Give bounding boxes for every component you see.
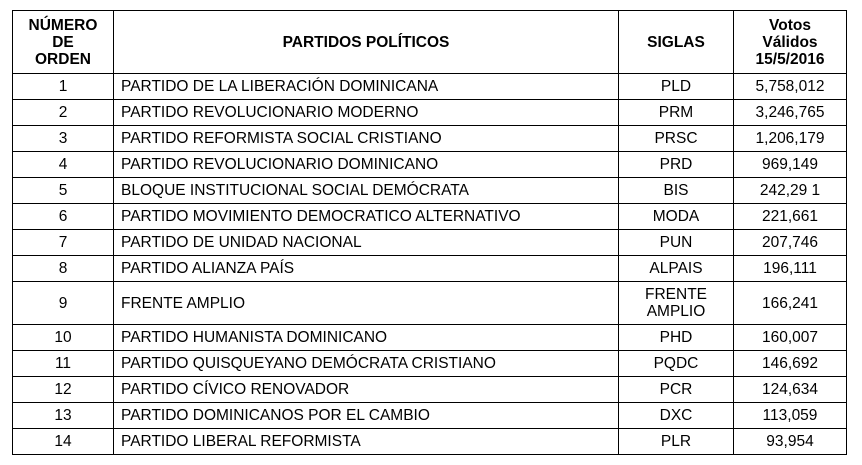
table-row bbox=[13, 152, 847, 178]
table-row bbox=[13, 282, 847, 325]
order-number-cell: 6 bbox=[13, 204, 114, 230]
party-name-cell: PARTIDO REVOLUCIONARIO MODERNO bbox=[114, 100, 619, 126]
order-number-cell: 5 bbox=[13, 178, 114, 204]
votes-cell: 221,661 bbox=[734, 204, 847, 230]
votes-cell: 969,149 bbox=[734, 152, 847, 178]
header-number-line: ORDEN bbox=[35, 50, 91, 68]
acronym-line: ALPAIS bbox=[649, 260, 703, 277]
header-acronym: SIGLAS bbox=[619, 11, 734, 74]
acronym-line: PQDC bbox=[653, 355, 699, 372]
votes-cell: 196,111 bbox=[734, 256, 847, 282]
party-name-cell: PARTIDO REVOLUCIONARIO DOMINICANO bbox=[114, 152, 619, 178]
table-row bbox=[13, 377, 847, 403]
votes-cell: 207,746 bbox=[734, 230, 847, 256]
order-number-cell: 10 bbox=[13, 325, 114, 351]
order-number-cell: 12 bbox=[13, 377, 114, 403]
header-number-line: NÚMERO bbox=[28, 16, 98, 34]
table-row bbox=[13, 178, 847, 204]
order-number-cell: 3 bbox=[13, 126, 114, 152]
table-row bbox=[13, 403, 847, 429]
votes-cell: 146,692 bbox=[734, 351, 847, 377]
header-number bbox=[13, 11, 114, 74]
votes-cell: 160,007 bbox=[734, 325, 847, 351]
order-number-cell: 1 bbox=[13, 74, 114, 100]
table-row bbox=[13, 100, 847, 126]
party-name-cell: PARTIDO DOMINICANOS POR EL CAMBIO bbox=[114, 403, 619, 429]
acronym-line: DXC bbox=[659, 407, 693, 424]
party-name-cell: PARTIDO DE LA LIBERACIÓN DOMINICANA bbox=[114, 74, 619, 100]
acronym-line: PUN bbox=[659, 234, 693, 251]
acronym-cell bbox=[619, 351, 734, 377]
acronym-line: PLR bbox=[660, 433, 692, 450]
acronym-cell bbox=[619, 100, 734, 126]
table-row bbox=[13, 74, 847, 100]
party-name-cell: PARTIDO CÍVICO RENOVADOR bbox=[114, 377, 619, 403]
table-body bbox=[13, 74, 847, 455]
party-name-cell: PARTIDO REFORMISTA SOCIAL CRISTIANO bbox=[114, 126, 619, 152]
acronym-cell bbox=[619, 256, 734, 282]
acronym-cell bbox=[619, 429, 734, 455]
party-name-cell: BLOQUE INSTITUCIONAL SOCIAL DEMÓCRATA bbox=[114, 178, 619, 204]
votes-cell: 242,29 1 bbox=[734, 178, 847, 204]
table-row bbox=[13, 126, 847, 152]
acronym-line: PRM bbox=[658, 104, 694, 121]
acronym-line: AMPLIO bbox=[646, 303, 706, 320]
acronym-line: BIS bbox=[663, 182, 689, 199]
table-row bbox=[13, 351, 847, 377]
header-row bbox=[13, 11, 847, 74]
order-number-cell: 13 bbox=[13, 403, 114, 429]
acronym-cell bbox=[619, 204, 734, 230]
acronym-line: PHD bbox=[659, 329, 693, 346]
party-name-cell: PARTIDO MOVIMIENTO DEMOCRATICO ALTERNATIVO bbox=[114, 204, 619, 230]
acronym-cell bbox=[619, 178, 734, 204]
acronym-cell bbox=[619, 403, 734, 429]
party-name-cell: PARTIDO QUISQUEYANO DEMÓCRATA CRISTIANO bbox=[114, 351, 619, 377]
acronym-cell bbox=[619, 230, 734, 256]
header-votes bbox=[734, 11, 847, 74]
order-number-cell: 14 bbox=[13, 429, 114, 455]
votes-cell: 166,241 bbox=[734, 282, 847, 325]
header-number-line: DE bbox=[52, 33, 74, 51]
table-row bbox=[13, 230, 847, 256]
acronym-line: PLD bbox=[660, 78, 692, 95]
acronym-line: PRD bbox=[659, 156, 693, 173]
party-name-cell: PARTIDO LIBERAL REFORMISTA bbox=[114, 429, 619, 455]
acronym-cell bbox=[619, 126, 734, 152]
order-number-cell: 7 bbox=[13, 230, 114, 256]
votes-cell: 113,059 bbox=[734, 403, 847, 429]
acronym-cell bbox=[619, 325, 734, 351]
party-name-cell: PARTIDO ALIANZA PAÍS bbox=[114, 256, 619, 282]
votes-cell: 5,758,012 bbox=[734, 74, 847, 100]
acronym-line: FRENTE bbox=[645, 286, 707, 303]
header-votes-line: Válidos bbox=[762, 33, 818, 51]
acronym-line: MODA bbox=[652, 208, 700, 225]
acronym-line: PCR bbox=[659, 381, 693, 398]
order-number-cell: 2 bbox=[13, 100, 114, 126]
table-header bbox=[13, 11, 847, 74]
acronym-cell bbox=[619, 152, 734, 178]
votes-cell: 93,954 bbox=[734, 429, 847, 455]
votes-cell: 124,634 bbox=[734, 377, 847, 403]
acronym-line: PRSC bbox=[654, 130, 698, 147]
party-name-cell: PARTIDO DE UNIDAD NACIONAL bbox=[114, 230, 619, 256]
header-votes-line: Votos bbox=[769, 16, 811, 34]
acronym-cell bbox=[619, 74, 734, 100]
order-number-cell: 8 bbox=[13, 256, 114, 282]
order-number-cell: 9 bbox=[13, 282, 114, 325]
party-name-cell: PARTIDO HUMANISTA DOMINICANO bbox=[114, 325, 619, 351]
acronym-cell bbox=[619, 377, 734, 403]
votes-cell: 1,206,179 bbox=[734, 126, 847, 152]
order-number-cell: 4 bbox=[13, 152, 114, 178]
table-row bbox=[13, 204, 847, 230]
votes-cell: 3,246,765 bbox=[734, 100, 847, 126]
table-row bbox=[13, 429, 847, 455]
header-party: PARTIDOS POLÍTICOS bbox=[114, 11, 619, 74]
table-row bbox=[13, 256, 847, 282]
acronym-cell bbox=[619, 282, 734, 325]
order-number-cell: 11 bbox=[13, 351, 114, 377]
header-votes-line: 15/5/2016 bbox=[755, 50, 825, 68]
party-name-cell: FRENTE AMPLIO bbox=[114, 282, 619, 325]
table-row bbox=[13, 325, 847, 351]
election-results-table bbox=[12, 10, 847, 455]
